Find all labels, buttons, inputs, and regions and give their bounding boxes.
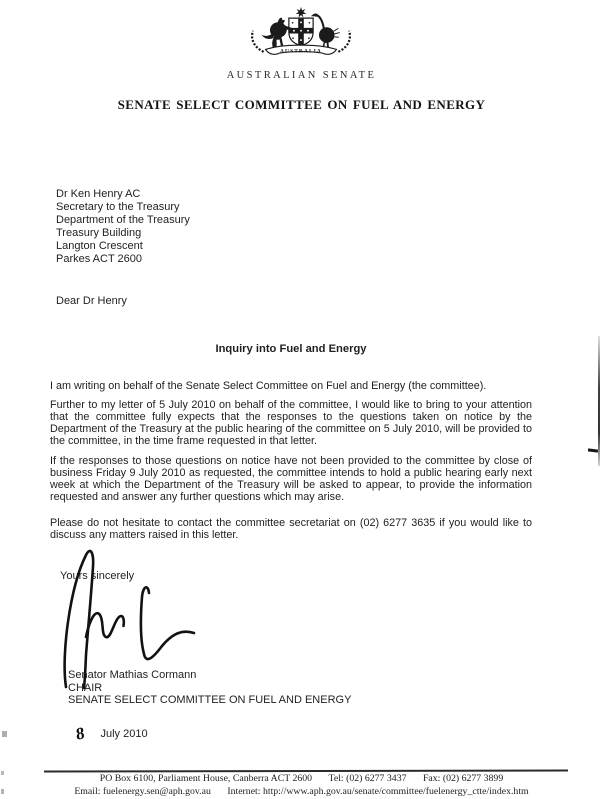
- signatory-title: CHAIR: [68, 681, 103, 694]
- org-name: AUSTRALIAN SENATE: [226, 70, 377, 81]
- address-line: Parkes ACT 2600: [56, 253, 143, 265]
- scan-artifact-dash: [588, 448, 598, 452]
- footer-tel: Tel: (02) 6277 3437: [328, 773, 407, 784]
- body-paragraph: If the responses to those questions on notice have not been provided to the committee by close of business Friday 9 July 2010 as requested, the committee intends to hold a public hearing early next week at which the Department of the Treasury will be asked to appear, to provide the information requested and answer any further questions which may arise.: [50, 455, 532, 503]
- signature-block: [68, 669, 351, 707]
- body-paragraph: Please do not hesitate to contact the committee secretariat on (02) 6277 3635 if you would like to discuss any matters raised in this letter.: [50, 517, 532, 541]
- footer-address: PO Box 6100, Parliament House, Canberra ACT 2600: [99, 773, 313, 784]
- salutation: Dear Dr Henry: [56, 295, 127, 307]
- subject-line: Inquiry into Fuel and Energy: [215, 343, 367, 355]
- scan-artifact-speck: [1, 771, 4, 775]
- date-text: July 2010: [100, 728, 148, 740]
- footer-divider: [44, 769, 568, 772]
- scan-artifact-speck: [2, 731, 7, 737]
- scan-artifact-right-line: [598, 336, 600, 466]
- committee-heading: SENATE SELECT COMMITTEE ON FUEL AND ENERGY: [117, 97, 486, 112]
- body-paragraph: Further to my letter of 5 July 2010 on behalf of the committee, I would like to bring to your attention that the committee fully expects that the responses to the questions taken on notice by the Department of the Treasury at the public hearing of the committee on 5 July 2010, will be provided to the committee, in the time frame requested in that letter.: [50, 399, 532, 447]
- footer-email: Email: fuelenergy.sen@aph.gov.au: [74, 785, 211, 797]
- body-paragraph: I am writing on behalf of the Senate Select Committee on Fuel and Energy (the committee).: [50, 380, 487, 392]
- scan-artifact-speck: [1, 789, 4, 794]
- emblem-banner-text: AUSTRALIA: [280, 48, 322, 55]
- footer-internet: Internet: http://www.aph.gov.au/senate/committee/fuelenergy_ctte/index.htm: [227, 785, 529, 797]
- address-line: Langton Crescent: [56, 240, 143, 252]
- address-line: Department of the Treasury: [56, 214, 190, 226]
- signatory-name: Senator Mathias Cormann: [68, 669, 197, 681]
- handwritten-date-day: 8: [75, 723, 86, 744]
- address-line: Secretary to the Treasury: [56, 201, 180, 213]
- address-line: Treasury Building: [56, 227, 142, 239]
- address-line: Dr Ken Henry AC: [56, 188, 141, 200]
- footer-fax: Fax: (02) 6277 3899: [422, 773, 504, 784]
- recipient-address: [56, 188, 190, 266]
- valediction: Yours sincerely: [60, 570, 135, 582]
- footer-contact-line: [0, 773, 603, 784]
- signatory-committee: SENATE SELECT COMMITTEE ON FUEL AND ENERGY: [68, 694, 352, 707]
- footer-online-line: [0, 786, 603, 797]
- australian-coat-of-arms-icon: [245, 5, 357, 68]
- date-line: [76, 724, 148, 744]
